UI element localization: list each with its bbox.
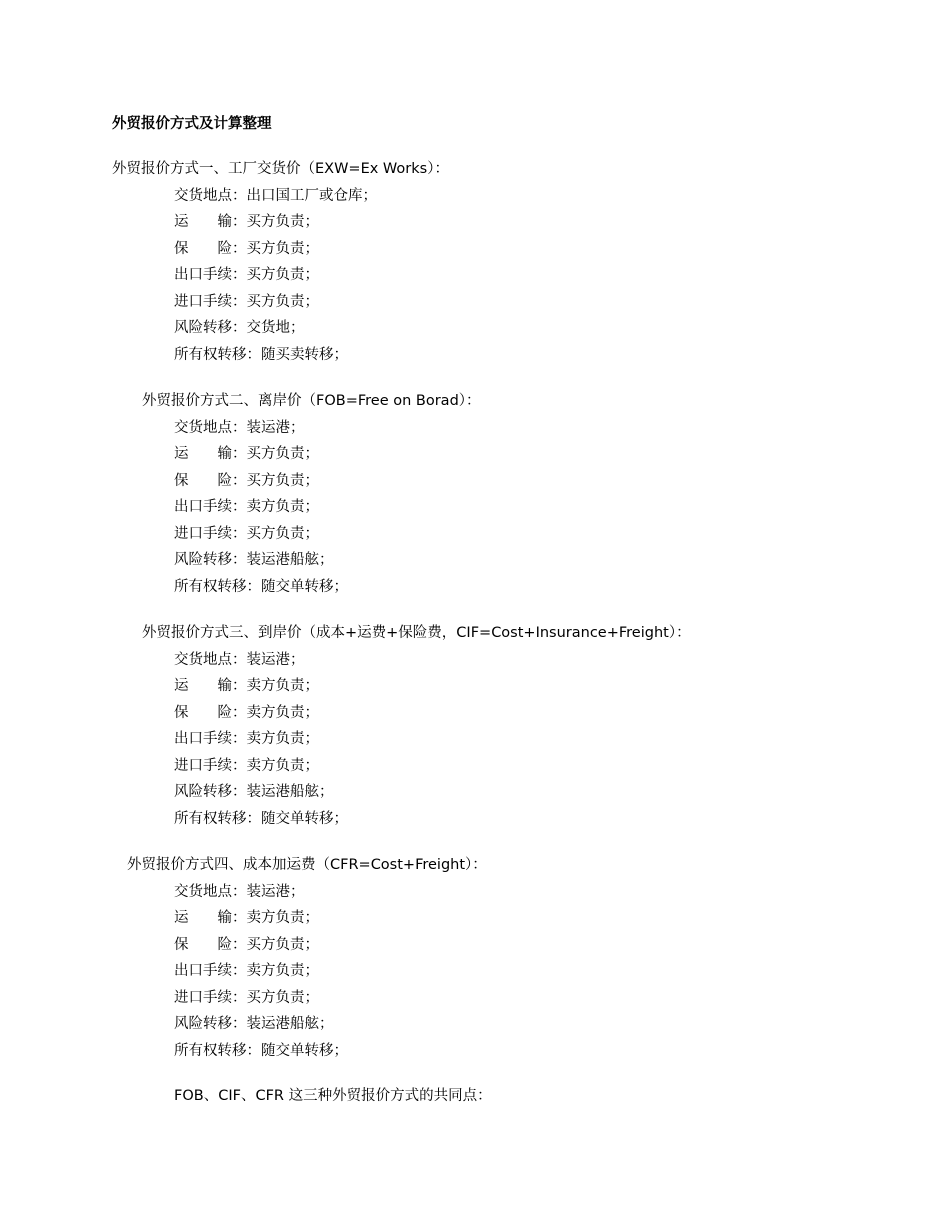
term-item: 交货地点：装运港；: [174, 883, 305, 900]
term-item: 所有权转移：随交单转移；: [174, 578, 348, 595]
section-heading: 外贸报价方式一、工厂交货价（EXW=Ex Works）：: [112, 161, 449, 177]
term-item: 保 险：买方负责；: [174, 240, 319, 257]
term-item: 风险转移：装运港船舷；: [174, 784, 334, 800]
term-item: 进口手续：买方负责；: [174, 989, 319, 1006]
term-item: 出口手续：卖方负责；: [174, 731, 319, 747]
term-item: 保 险：卖方负责；: [174, 704, 319, 721]
term-item: 风险转移：装运港船舷；: [174, 1016, 334, 1032]
section-heading: 外贸报价方式四、成本加运费（CFR=Cost+Freight）：: [127, 857, 487, 873]
term-item: 风险转移：装运港船舷；: [174, 552, 334, 568]
term-item: 进口手续：卖方负责；: [174, 757, 319, 774]
term-item: 交货地点：装运港；: [174, 651, 305, 668]
term-item: 运 输：买方负责；: [174, 446, 319, 462]
term-item: 进口手续：买方负责；: [174, 525, 319, 542]
term-list: [174, 418, 348, 604]
document-title: 外贸报价方式及计算整理: [112, 116, 272, 132]
term-item: 出口手续：买方负责；: [174, 267, 319, 283]
term-item: 出口手续：卖方负责；: [174, 963, 319, 979]
term-item: 保 险：买方负责；: [174, 936, 319, 953]
term-list: [174, 650, 348, 836]
term-item: 进口手续：买方负责；: [174, 293, 319, 310]
term-item: 运 输：买方负责；: [174, 214, 319, 230]
term-item: 交货地点：出口国工厂或仓库；: [174, 187, 377, 204]
section-heading: 外贸报价方式三、到岸价（成本+运费+保险费，CIF=Cost+Insurance+Freight）：: [142, 625, 691, 641]
summary-paragraph: FOB、CIF、CFR 这三种外贸报价方式的共同点：: [174, 1088, 492, 1104]
term-item: 交货地点：装运港；: [174, 419, 305, 436]
term-item: 所有权转移：随买卖转移；: [174, 346, 348, 363]
term-item: 风险转移：交货地；: [174, 320, 305, 336]
section-heading: 外贸报价方式二、离岸价（FOB=Free on Borad）：: [142, 393, 481, 409]
term-list: [174, 882, 348, 1068]
term-item: 所有权转移：随交单转移；: [174, 1042, 348, 1059]
term-item: 运 输：卖方负责；: [174, 678, 319, 694]
term-item: 保 险：买方负责；: [174, 472, 319, 489]
term-item: 出口手续：卖方负责；: [174, 499, 319, 515]
term-item: 所有权转移：随交单转移；: [174, 810, 348, 827]
term-list: [174, 186, 377, 372]
term-item: 运 输：卖方负责；: [174, 910, 319, 926]
